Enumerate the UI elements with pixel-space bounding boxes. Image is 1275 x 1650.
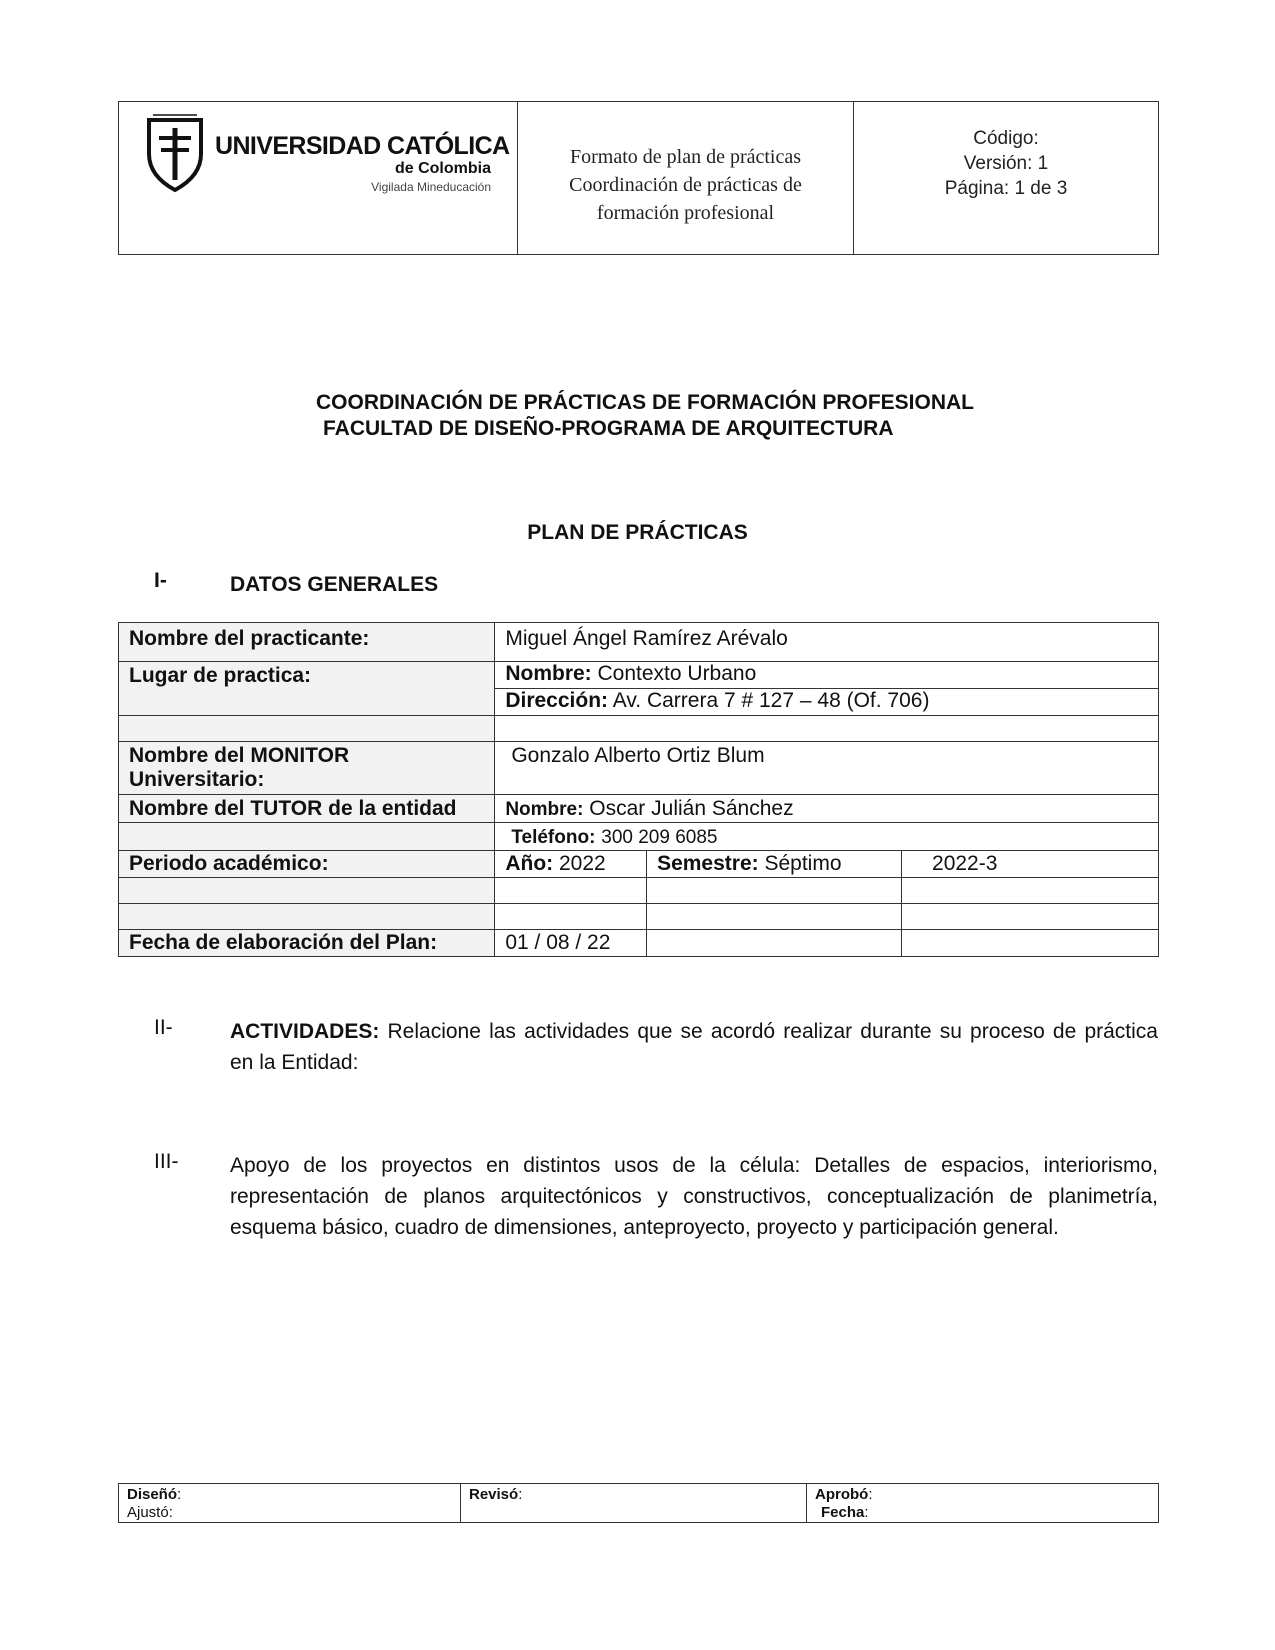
version-label: Versión: 1 — [963, 153, 1049, 174]
fecha-label: Fecha — [821, 1504, 865, 1521]
section-number: II- — [154, 1016, 173, 1039]
label-periodo: Periodo académico: — [119, 851, 495, 878]
logo-vigilada: Vigilada Mineducación — [371, 180, 491, 194]
colon: : — [864, 1504, 869, 1521]
empty-cell — [647, 930, 902, 957]
semestre-label: Semestre: — [657, 852, 759, 875]
tutor-nombre-value: Oscar Julián Sánchez — [589, 797, 794, 820]
shield-cross-icon — [143, 114, 207, 194]
value-periodo-code: 2022-3 — [902, 851, 1159, 878]
empty-cell — [495, 904, 647, 930]
empty-label-cell — [119, 878, 495, 904]
value-practicante: Miguel Ángel Ramírez Arévalo — [495, 623, 1159, 662]
main-title: COORDINACIÓN DE PRÁCTICAS DE FORMACIÓN PROFESIONAL — [316, 391, 975, 414]
empty-cell — [902, 878, 1159, 904]
approval-footer — [118, 1483, 1159, 1523]
value-monitor: Gonzalo Alberto Ortiz Blum — [495, 742, 1159, 795]
ajusto-label: Ajustó: — [127, 1504, 173, 1521]
colon: : — [868, 1486, 873, 1503]
empty-label-cell — [119, 823, 495, 851]
section-body: Relacione las actividades que se acordó realizar durante su proceso de práctica en la Entidad: — [230, 1020, 1158, 1074]
monitor-label-b: MONITOR — [250, 744, 350, 767]
anio-label: Año: — [505, 852, 554, 875]
tutor-label-c: de la entidad — [322, 797, 457, 820]
label-tutor — [119, 795, 495, 823]
lugar-direccion-label: Dirección: — [505, 689, 609, 712]
label-practicante: Nombre del practicante: — [119, 623, 495, 662]
value-semestre — [647, 851, 902, 878]
label-fecha: Fecha de elaboración del Plan: — [119, 930, 495, 957]
tutor-nombre-label: Nombre: — [505, 799, 584, 820]
empty-label-cell — [119, 716, 495, 742]
logo-subtitle: de Colombia — [394, 160, 491, 177]
section-number: I- — [154, 569, 167, 592]
plan-title: PLAN DE PRÁCTICAS — [527, 521, 748, 544]
general-data-table — [118, 622, 1159, 957]
value-fecha: 01 / 08 / 22 — [495, 930, 647, 957]
lugar-nombre-label: Nombre: — [505, 662, 592, 685]
diseno-label: Diseñó — [127, 1486, 178, 1503]
format-title — [518, 102, 854, 254]
lugar-direccion-value: Av. Carrera 7 # 127 – 48 (Of. 706) — [612, 689, 930, 712]
value-tutor-telefono — [495, 823, 1159, 851]
empty-cell — [647, 878, 902, 904]
codigo-label: Código: — [973, 128, 1039, 149]
value-anio — [495, 851, 647, 878]
faculty-title: FACULTAD DE DISEÑO-PROGRAMA DE ARQUITECTURA — [323, 417, 894, 440]
logo-name: UNIVERSIDAD CATÓLICA — [215, 132, 510, 160]
value-tutor-nombre — [495, 795, 1159, 823]
format-line: formación profesional — [596, 202, 775, 224]
empty-cell — [902, 904, 1159, 930]
empty-cell — [902, 930, 1159, 957]
footer-diseno-cell — [119, 1484, 461, 1522]
empty-cell — [495, 878, 647, 904]
empty-cell — [647, 904, 902, 930]
page-label: Página: 1 de 3 — [944, 178, 1068, 199]
section-title: DATOS GENERALES — [230, 573, 439, 596]
tutor-label-b: TUTOR — [250, 797, 323, 820]
document-metadata — [854, 102, 1158, 254]
format-line: Formato de plan de prácticas — [569, 146, 802, 168]
empty-label-cell — [119, 904, 495, 930]
university-logo — [119, 102, 518, 254]
section-bold-label: ACTIVIDADES: — [230, 1020, 380, 1043]
reviso-label: Revisó — [469, 1486, 519, 1503]
semestre-value: Séptimo — [764, 852, 842, 875]
monitor-label-a: Nombre del — [129, 744, 251, 767]
tutor-telefono-value: 300 209 6085 — [601, 827, 718, 848]
value-lugar-direccion — [495, 689, 1159, 716]
colon: : — [518, 1486, 523, 1503]
empty-value-cell — [495, 716, 1159, 742]
aprobo-label: Aprobó — [815, 1486, 869, 1503]
tutor-telefono-label: Teléfono: — [511, 827, 596, 848]
format-line: Coordinación de prácticas de — [569, 174, 802, 196]
footer-reviso-cell — [461, 1484, 807, 1522]
document-header — [118, 101, 1159, 255]
section-text: Apoyo de los proyectos en distintos usos de la célula: Detalles de espacios, interiorismo, representación de planos arquitectónicos y constructivos, conceptualización de planimetría, esquema básico, cuadro de dimensiones, anteproyecto, proyecto y participación general. — [230, 1154, 1158, 1239]
monitor-label-c: Universitario: — [129, 768, 265, 791]
footer-aprobo-cell — [807, 1484, 1158, 1522]
section-number: III- — [154, 1150, 179, 1173]
tutor-label-a: Nombre del — [129, 797, 251, 820]
value-lugar-nombre — [495, 662, 1159, 689]
anio-value: 2022 — [559, 852, 606, 875]
label-monitor — [119, 742, 495, 795]
section-text — [230, 1016, 1158, 1078]
colon: : — [177, 1486, 182, 1503]
label-lugar: Lugar de practica: — [119, 662, 495, 716]
lugar-nombre-value: Contexto Urbano — [597, 662, 757, 685]
